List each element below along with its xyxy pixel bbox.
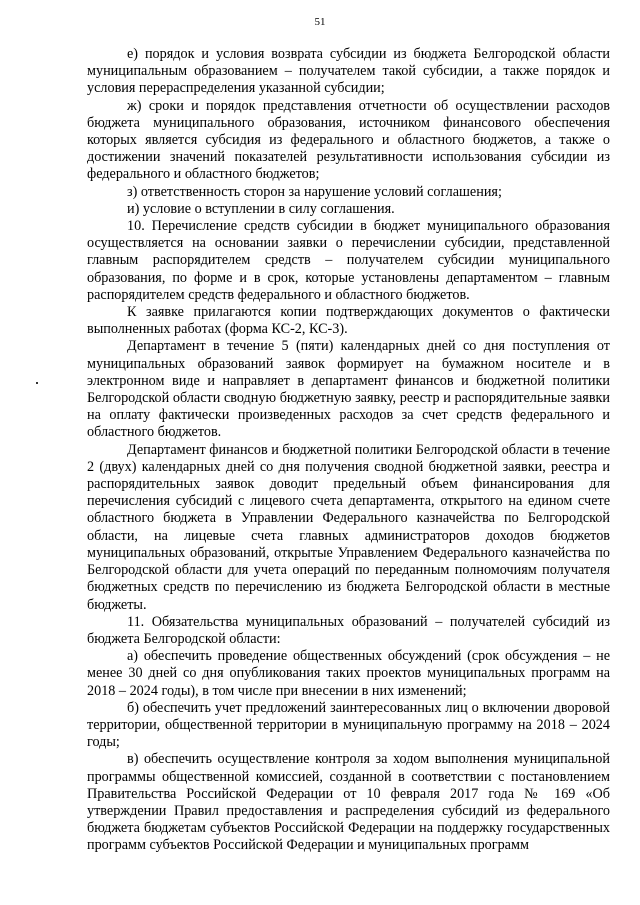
page-number: 51: [314, 16, 326, 28]
paragraph-11: 11. Обязательства муниципальных образований – получателей субсидий из бюджета Белгородской области:: [87, 613, 610, 647]
paragraph-finance-department: Департамент финансов и бюджетной политики Белгородской области в течение 2 (двух) календарных дней со дня получения сводной бюджетной заявки, реестра и распорядительных заявок доводит предельный объем финансирования для перечисления субсидий с лицевого счета департамента, открытого на едином счете областного бюджета в Управлении Федерального казначейства по Белгородской области, на лицевые счета главных администраторов доходов бюджетов муниципальных образований, открытые Управлением Федерального казначейства по Белгородской области для учета операций по переданным полномочиям получателя бюджетных средств по перечислению из бюджета Белгородской области в местные бюджеты.: [87, 441, 610, 613]
scan-speck: [36, 382, 38, 384]
paragraph-a: а) обеспечить проведение общественных обсуждений (срок обсуждения – не менее 30 дней со дня опубликования таких проектов муниципальных программ на 2018 – 2024 годы), в том числе при внесении в них изменений;: [87, 648, 610, 699]
paragraph-b: б) обеспечить учет предложений заинтересованных лиц о включении дворовой территории, общественной территории в муниципальную программу на 2018 – 2024 годы;: [87, 699, 610, 751]
paragraph-e: е) порядок и условия возврата субсидии из бюджета Белгородской области муниципальным образованием – получателем такой субсидии, а также порядок и условия перераспределения указанной субсидии;: [87, 46, 610, 97]
paragraph-department: Департамент в течение 5 (пяти) календарных дней со дня поступления от муниципальных образований заявок формирует на бумажном носителе и в электронном виде и направляет в департамент финансов и бюджетной политики Белгородской области сводную бюджетную заявку, реестр и распорядительные заявки на оплату фактически произведенных расходов за счет средств федерального и областного бюджетов.: [87, 338, 610, 441]
paragraph-i: и) условие о вступлении в силу соглашения.: [127, 200, 395, 217]
paragraph-attachments: К заявке прилагаются копии подтверждающих документов о фактически выполненных работах (форма КС-2, КС-3).: [87, 304, 610, 338]
document-body: [87, 46, 610, 855]
paragraph-zh: ж) сроки и порядок представления отчетности об осуществлении расходов бюджета муниципального образования, источником финансового обеспечения которых является субсидия из федерального и областного бюджетов, а также о достижении значений показателей результативности использования субсидии из федерального и областного бюджетов;: [87, 97, 610, 183]
paragraph-10: 10. Перечисление средств субсидии в бюджет муниципального образования осуществляется на основании заявки о перечислении субсидии, представленной главным распорядителем средств – получателем субсидии муниципального образования, по форме и в срок, которые установлены департаментом – главным распорядителем средств федерального и областного бюджетов.: [87, 218, 610, 303]
paragraph-v: в) обеспечить осуществление контроля за ходом выполнения муниципальной программы общественной комиссией, созданной в соответствии с постановлением Правительства Российской Федерации от 10 февраля 2017 года № 169 «Об утверждении Правил предоставления и распределения субсидий из федерального бюджета бюджетам субъектов Российской Федерации на поддержку государственных программ субъектов Российской Федерации и муниципальных программ: [87, 751, 610, 854]
paragraph-z: з) ответственность сторон за нарушение условий соглашения;: [127, 183, 502, 200]
